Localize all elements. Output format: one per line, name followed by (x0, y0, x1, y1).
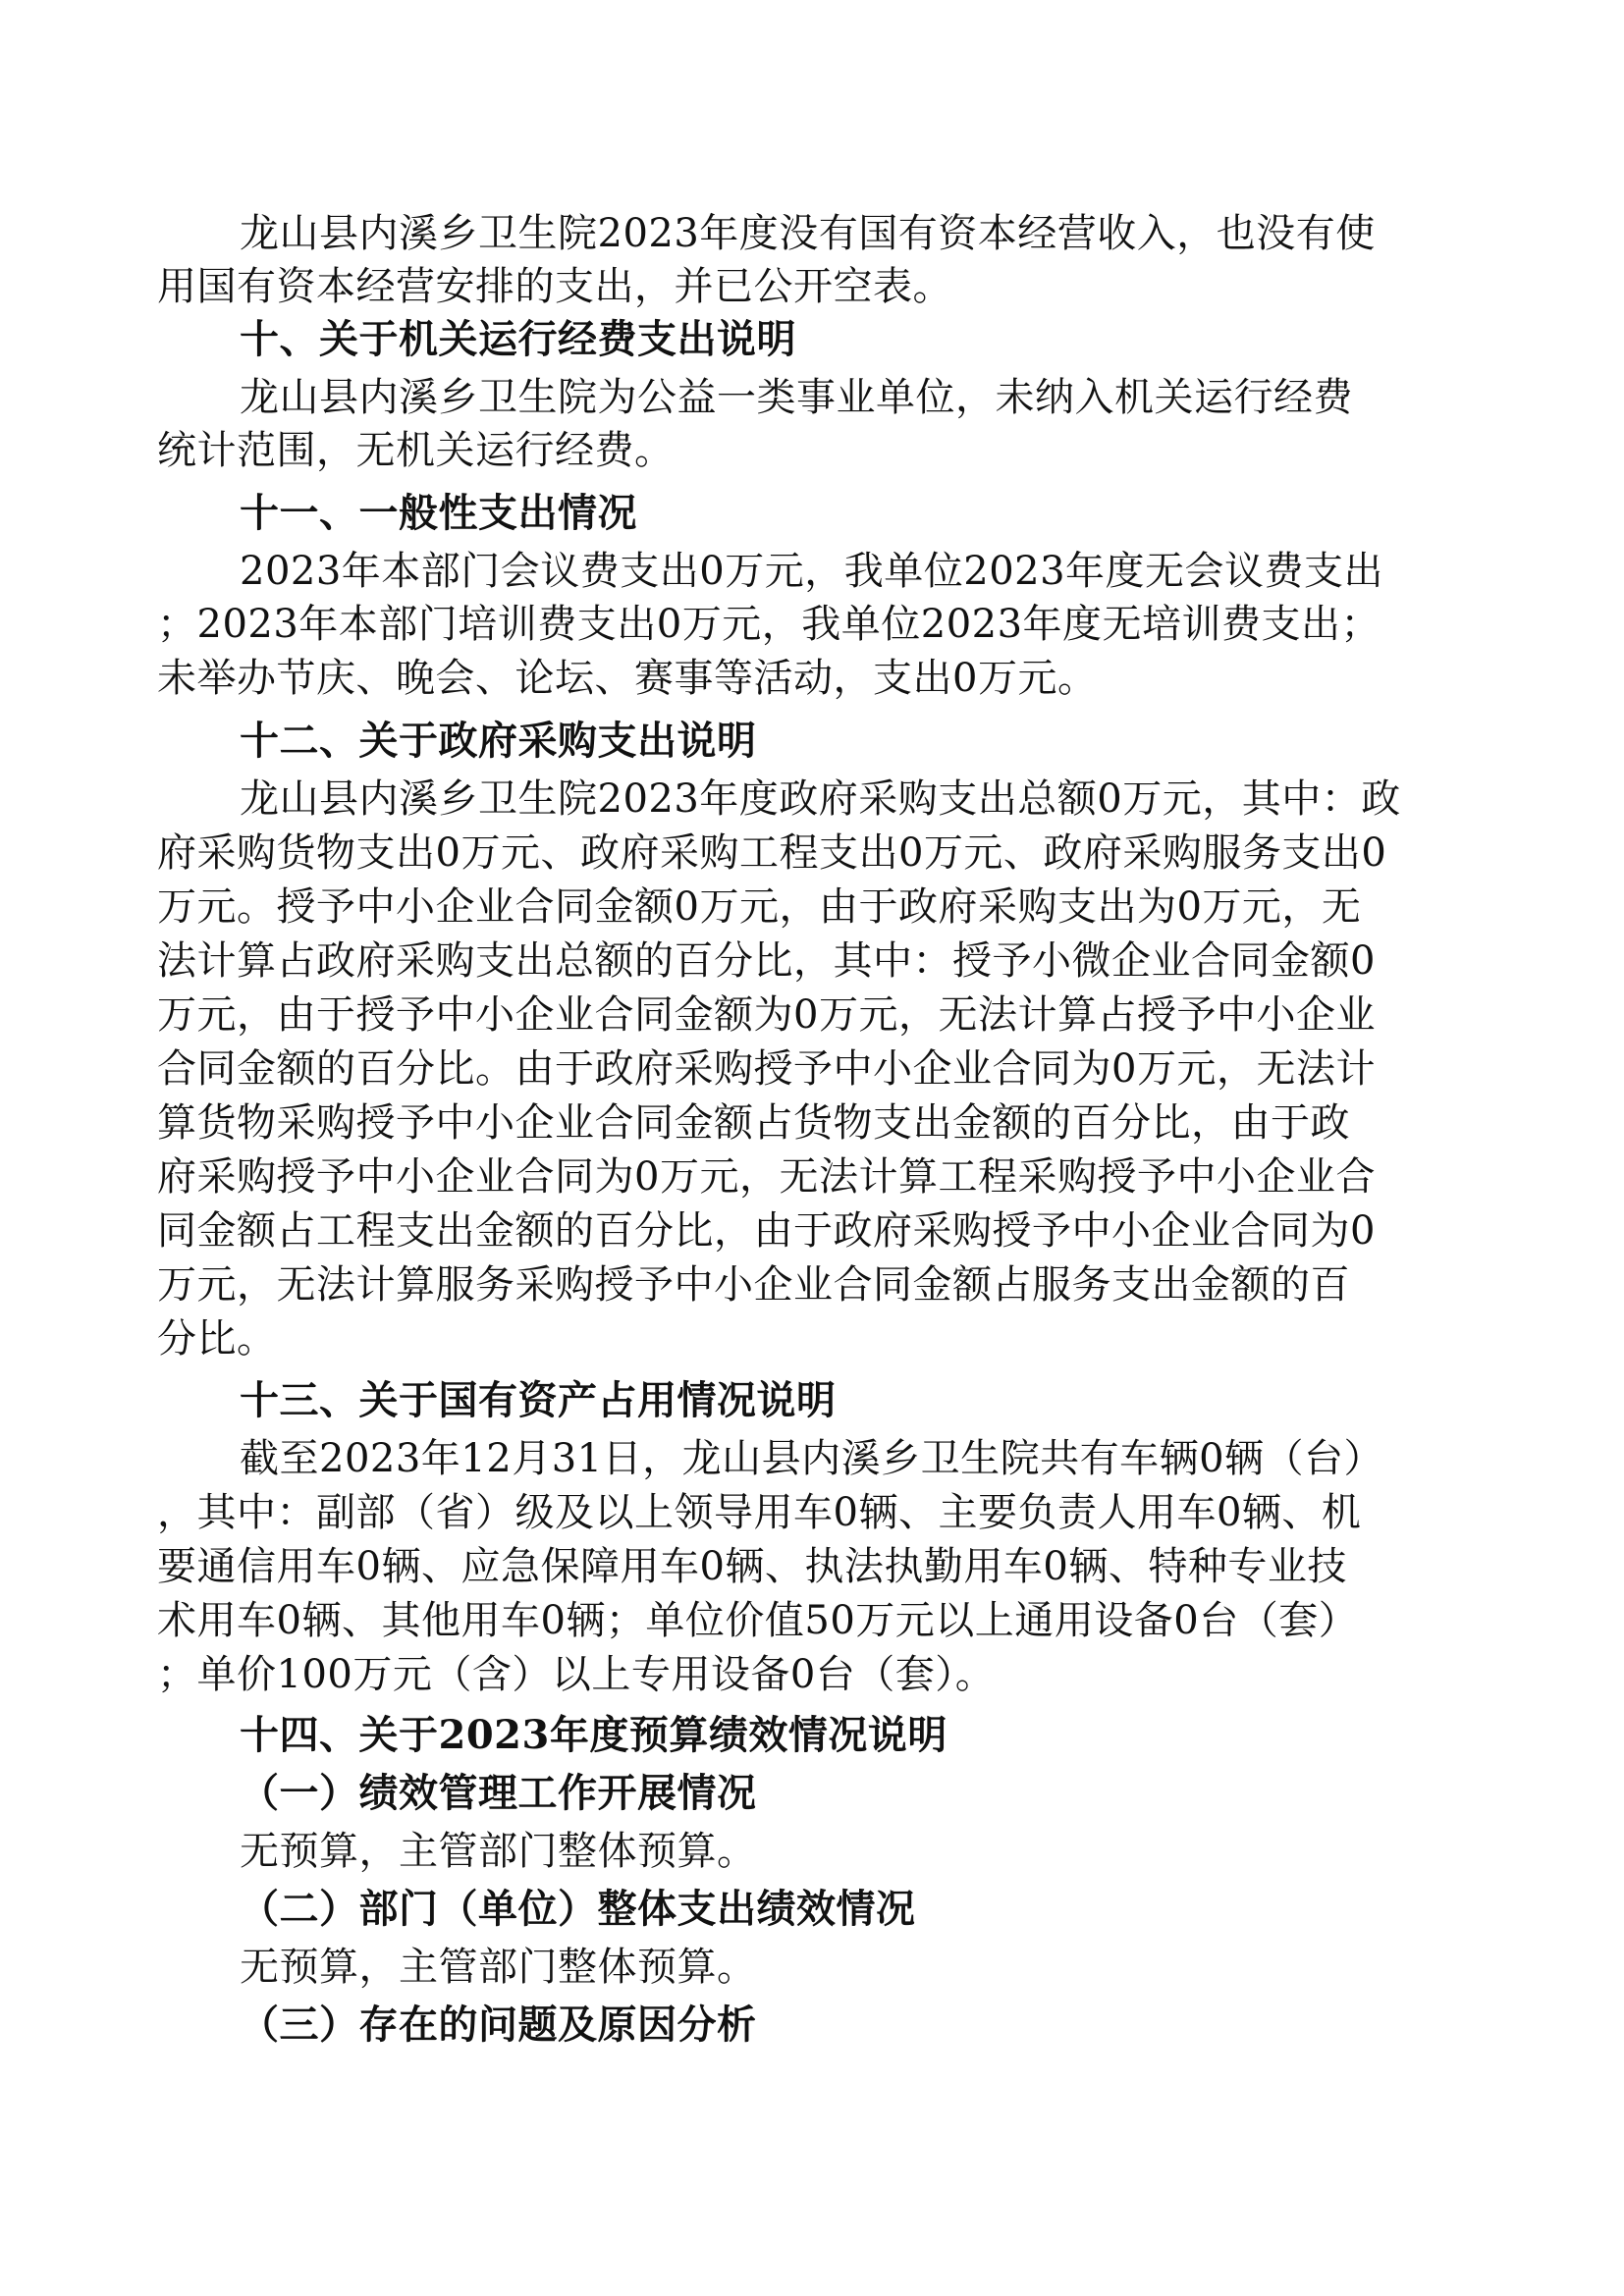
body-text-line: 法计算占政府采购支出总额的百分比，其中：授予小微企业合同金额0 (157, 938, 1376, 984)
body-text-line: 府采购货物支出0万元、政府采购工程支出0万元、政府采购服务支出0 (157, 830, 1387, 876)
body-text-line: 万元，由于授予中小企业合同金额为0万元，无法计算占授予中小企业 (157, 992, 1376, 1038)
body-text-line: ，其中：副部（省）级及以上领导用车0辆、主要负责人用车0辆、机 (157, 1490, 1362, 1535)
body-text-line: 截至2023年12月31日，龙山县内溪乡卫生院共有车辆0辆（台） (240, 1436, 1384, 1481)
body-text-line: 万元。授予中小企业合同金额0万元，由于政府采购支出为0万元，无 (157, 884, 1362, 930)
body-text-line: 未举办节庆、晚会、论坛、赛事等活动，支出0万元。 (157, 656, 1098, 701)
body-text-line: 万元，无法计算服务采购授予中小企业合同金额占服务支出金额的百 (157, 1262, 1350, 1308)
body-text-line: 合同金额的百分比。由于政府采购授予中小企业合同为0万元，无法计 (157, 1046, 1376, 1092)
body-text-line: ；2023年本部门培训费支出0万元，我单位2023年度无培训费支出； (157, 602, 1381, 647)
subsection-heading-3: （三）存在的问题及原因分析 (240, 2002, 757, 2048)
body-text-line: ；单价100万元（含）以上专用设备0台（套）。 (157, 1652, 996, 1697)
body-text-line: 算货物采购授予中小企业合同金额占货物支出金额的百分比，由于政 (157, 1100, 1350, 1146)
section-heading-10: 十、关于机关运行经费支出说明 (240, 316, 796, 362)
section-heading-14: 十四、关于2023年度预算绩效情况说明 (240, 1712, 947, 1758)
body-text-line: 无预算，主管部门整体预算。 (240, 1945, 757, 1990)
body-text-line: 统计范围，无机关运行经费。 (157, 428, 675, 473)
body-text-line: 龙山县内溪乡卫生院为公益一类事业单位，未纳入机关运行经费 (240, 375, 1353, 420)
body-text-line: 术用车0辆、其他用车0辆；单位价值50万元以上通用设备0台（套） (157, 1598, 1359, 1643)
body-text-line: 分比。 (157, 1316, 277, 1362)
body-text-line: 用国有资本经营安排的支出，并已公开空表。 (157, 264, 952, 309)
body-text-line: 龙山县内溪乡卫生院2023年度没有国有资本经营收入，也没有使 (240, 211, 1376, 256)
section-heading-11: 十一、一般性支出情况 (240, 490, 637, 536)
subsection-heading-1: （一）绩效管理工作开展情况 (240, 1770, 757, 1816)
body-text-line: 同金额占工程支出金额的百分比，由于政府采购授予中小企业合同为0 (157, 1208, 1376, 1254)
body-text-line: 要通信用车0辆、应急保障用车0辆、执法执勤用车0辆、特种专业技 (157, 1544, 1347, 1589)
section-heading-13: 十三、关于国有资产占用情况说明 (240, 1377, 837, 1423)
body-text-line: 2023年本部门会议费支出0万元，我单位2023年度无会议费支出 (240, 549, 1384, 594)
subsection-heading-2: （二）部门（单位）整体支出绩效情况 (240, 1886, 916, 1932)
body-text-line: 无预算，主管部门整体预算。 (240, 1829, 757, 1874)
body-text-line: 府采购授予中小企业合同为0万元，无法计算工程采购授予中小企业合 (157, 1154, 1376, 1200)
body-text-line: 龙山县内溪乡卫生院2023年度政府采购支出总额0万元，其中：政 (240, 776, 1401, 822)
section-heading-12: 十二、关于政府采购支出说明 (240, 718, 757, 764)
